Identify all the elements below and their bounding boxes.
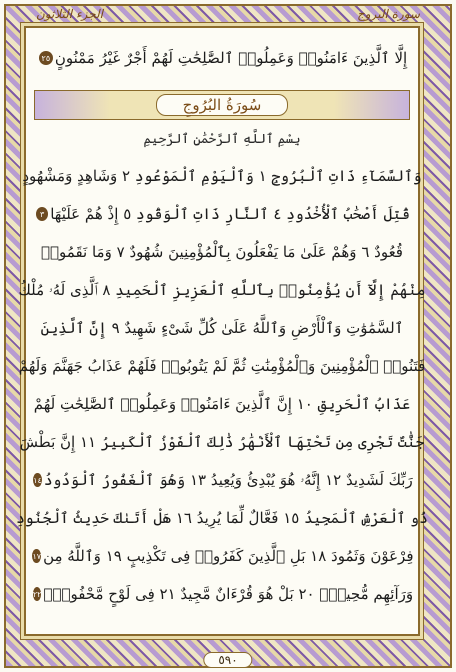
ayah-marker: ٢٢ [33,587,42,601]
basmala: بِسْمِ ٱللَّهِ ٱلرَّحْمَٰنِ ٱلرَّحِيمِ [143,131,301,147]
ayah-marker: ٢٥ [39,51,53,65]
text-line-12: فِرْعَوْنَ وَثَمُودَ ١٨ بَلِ ٱلَّذِينَ كَفَرُوا۟ فِى تَكْذِيبٍ ١٩ وَٱللَّهُ مِن ١٧ [32,547,414,565]
text-line-10: رَبِّكَ لَشَدِيدٌ ١٢ إِنَّهُۥ هُوَ يُبْدِئُ وَيُعِيدُ ١٣ وَهُوَ ٱلْغَفُورُ ٱلْوَدُودُ ١٤ [33,471,413,489]
text-line-2: وَٱلسَّمَآءِ ذَاتِ ٱلْبُرُوجِ ١ وَٱلْيَوْمِ ٱلْمَوْعُودِ ٢ وَشَاهِدٍ وَمَشْهُودٍ [22,167,422,185]
ayah-marker: ٣ [36,207,48,221]
surah-title: سُورَةُ البُرُوجِ [156,94,289,116]
text-line-7: فَتَنُوا۟ ٱلْمُؤْمِنِينَ وَٱلْمُؤْمِنَٰتِ ثُمَّ لَمْ يَتُوبُوا۟ فَلَهُمْ عَذَابُ جَهَنَّمَ وَلَهُمْ [18,357,426,375]
text-line-9: جَنَّٰتٌ تَجْرِى مِن تَحْتِهَا ٱلْأَنْهَٰرُ ذَٰلِكَ ٱلْفَوْزُ ٱلْكَبِيرُ ١١ إِنَّ بَطْشَ [19,433,425,451]
text-line-6: ٱلسَّمَٰوَٰتِ وَٱلْأَرْضِ وَٱللَّهُ عَلَىٰ كُلِّ شَىْءٍ شَهِيدٌ ٩ إِنَّ ٱلَّذِينَ [40,319,404,337]
text-line-5: مِنْهُمْ إِلَّآ أَن يُؤْمِنُوا۟ بِٱللَّهِ ٱلْعَزِيزِ ٱلْحَمِيدِ ٨ ٱلَّذِى لَهُۥ مُلْكُ [18,281,426,299]
ayah-marker: ١٤ [33,473,42,487]
text-line-4: قُعُودٌ ٦ وَهُمْ عَلَىٰ مَا يَفْعَلُونَ بِٱلْمُؤْمِنِينَ شُهُودٌ ٧ وَمَا نَقَمُوا۟ [41,243,403,261]
text-line-1: إِلَّا ٱلَّذِينَ ءَامَنُوا۟ وَعَمِلُوا۟ ٱلصَّٰلِحَٰتِ لَهُمْ أَجْرٌ غَيْرُ مَمْنُونٍ ٢٥ [34,40,410,76]
text-line-11: ذُو ٱلْعَرْشِ ٱلْمَجِيدُ ١٥ فَعَّالٌ لِّمَا يُرِيدُ ١٦ هَلْ أَتَىٰكَ حَدِيثُ ٱلْجُنُودِ [16,509,428,527]
text-line-3: قُتِلَ أَصْحَٰبُ ٱلْأُخْدُودِ ٤ ٱلنَّارِ ذَاتِ ٱلْوَقُودِ ٥ إِذْ هُمْ عَلَيْهَا ٣ [34,196,410,232]
surah-label: سورة البروج [357,7,420,21]
text-line-13: وَرَآئِهِم مُّحِيطٌۢ ٢٠ بَلْ هُوَ قُرْءَانٌ مَّجِيدٌ ٢١ فِى لَوْحٍ مَّحْفُوظٍۭ ٢٢ [32,585,414,603]
ayah-marker: ١٧ [32,549,41,563]
text-line-8: عَذَابُ ٱلْحَرِيقِ ١٠ إِنَّ ٱلَّذِينَ ءَامَنُوا۟ وَعَمِلُوا۟ ٱلصَّٰلِحَٰتِ لَهُمْ [33,395,411,413]
juz-label: الجزء الثلاثون [36,7,103,21]
page-number: ٥٩٠ [203,652,252,668]
page-header [24,4,432,24]
surah-banner [34,90,410,120]
text-area [16,26,428,636]
